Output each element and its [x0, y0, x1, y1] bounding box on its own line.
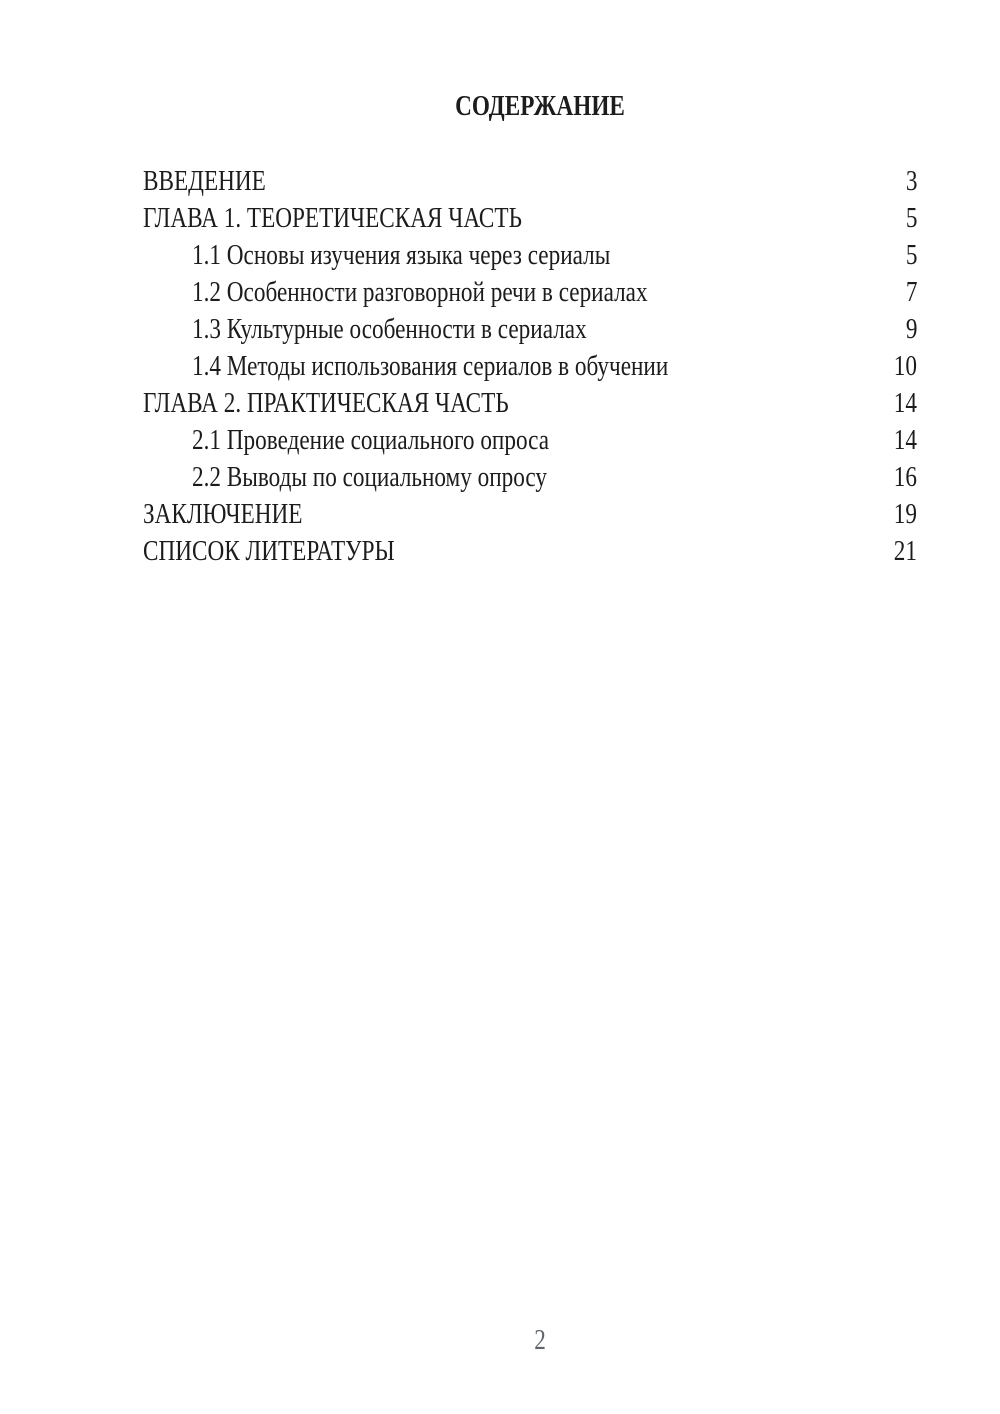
toc-entry: [143, 274, 937, 311]
toc-entry-page-number: 16: [893, 461, 917, 493]
toc-entry-page-number: 14: [893, 387, 917, 419]
footer-page-number: 2: [534, 1324, 546, 1356]
toc-entry-label: 1.1 Основы изучения языка через сериалы: [192, 239, 611, 271]
toc-entry: [143, 348, 937, 385]
toc-entry-page-number: 19: [893, 498, 917, 530]
toc-entry: [143, 385, 937, 422]
toc-entry: [143, 237, 937, 274]
toc-entry-label: 1.4 Методы использования сериалов в обучении: [192, 350, 669, 382]
toc-entry-page-number: 5: [905, 202, 917, 234]
toc-entry-page-number: 5: [905, 239, 917, 271]
toc-entry-label: ГЛАВА 2. ПРАКТИЧЕСКАЯ ЧАСТЬ: [143, 387, 509, 419]
toc-entry-page-number: 3: [905, 165, 917, 197]
toc-entry: [143, 533, 937, 570]
toc-entry-page-number: 7: [905, 276, 917, 308]
toc-entry-label: 2.1 Проведение социального опроса: [192, 424, 550, 456]
toc-entry: [143, 422, 937, 459]
toc-entry: [143, 163, 937, 200]
toc-entry-page-number: 10: [893, 350, 917, 382]
toc-entry: [143, 311, 937, 348]
toc-entry-page-number: 21: [893, 535, 917, 567]
toc-entry: [143, 200, 937, 237]
toc-entry-label: ЗАКЛЮЧЕНИЕ: [143, 498, 303, 530]
toc-title: СОДЕРЖАНИЕ: [455, 90, 625, 122]
toc-list: [143, 163, 937, 570]
toc-entry-page-number: 9: [905, 313, 917, 345]
toc-entry: [143, 496, 937, 533]
toc-entry-label: СПИСОК ЛИТЕРАТУРЫ: [143, 535, 395, 567]
toc-entry-label: ГЛАВА 1. ТЕОРЕТИЧЕСКАЯ ЧАСТЬ: [143, 202, 522, 234]
toc-entry-label: 1.3 Культурные особенности в сериалах: [192, 313, 587, 345]
toc-entry-label: 1.2 Особенности разговорной речи в сериалах: [192, 276, 648, 308]
content-column: [0, 0, 1000, 570]
toc-entry-label: ВВЕДЕНИЕ: [143, 165, 266, 197]
toc-entry: [143, 459, 937, 496]
toc-entry-label: 2.2 Выводы по социальному опросу: [192, 461, 548, 493]
toc-entry-page-number: 14: [893, 424, 917, 456]
